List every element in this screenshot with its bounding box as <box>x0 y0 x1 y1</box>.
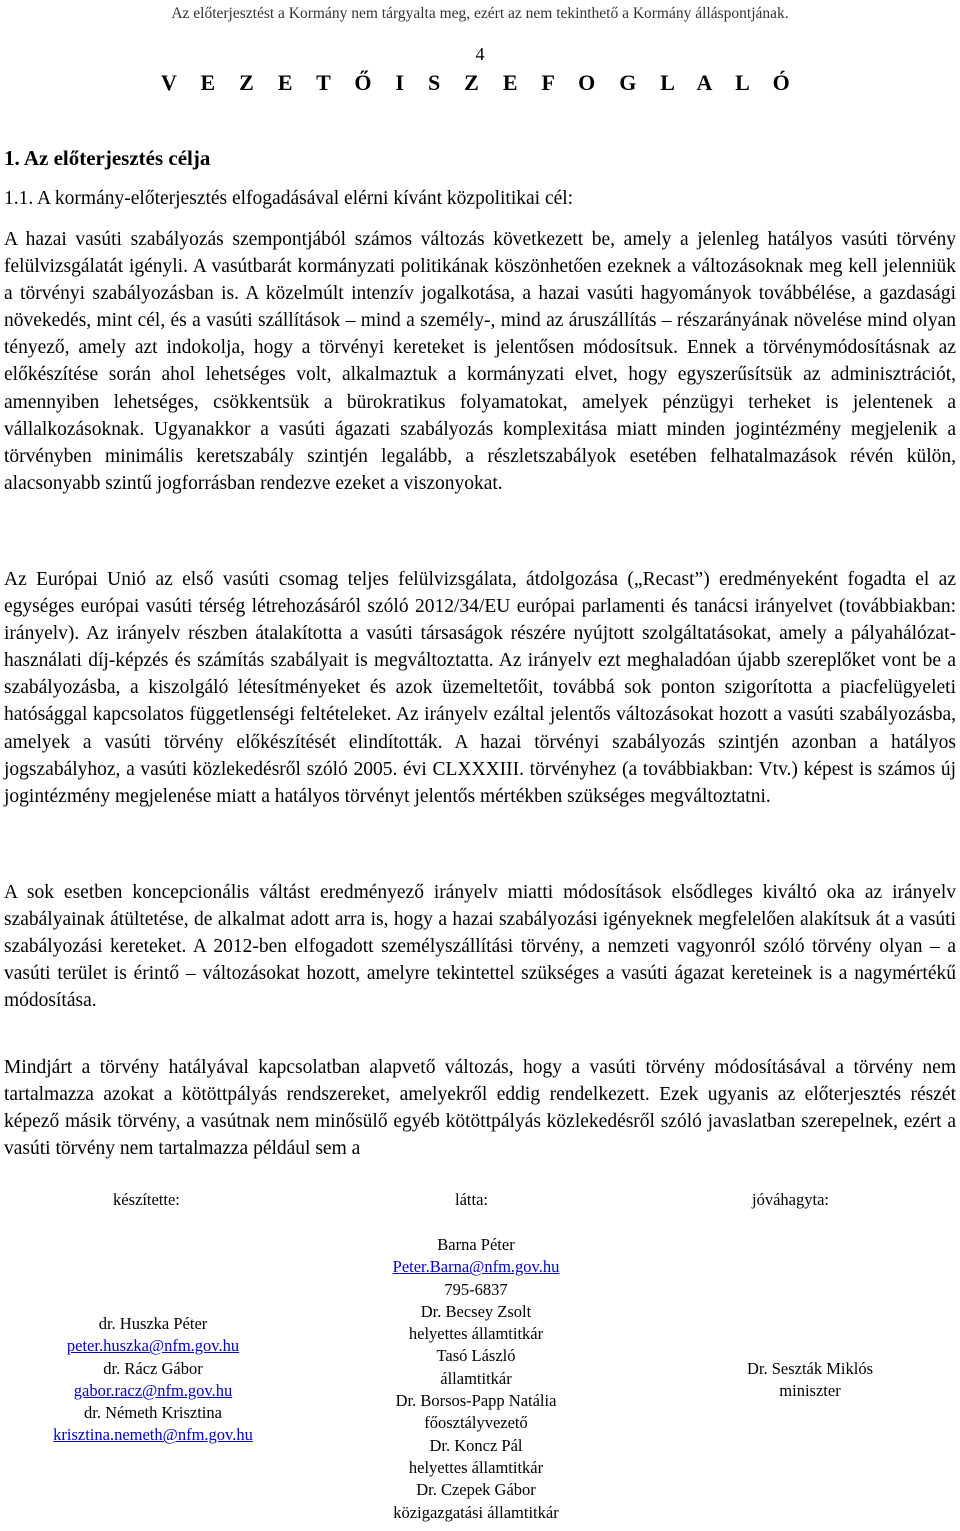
seen-label: látta: <box>455 1190 488 1209</box>
header-note: Az előterjesztést a Kormány nem tárgyalta meg, ezért az nem tekinthető a Kormány álláspontjának. <box>171 5 789 22</box>
document-title: V E Z E T Ő I S Z E F O G L A L Ó <box>161 70 799 95</box>
body-paragraph: Mindjárt a törvény hatályával kapcsolatban alapvető változás, hogy a vasúti törvény módosításával a törvény nem tartalmazza azokat a kötöttpályás rendszereket, amelyekről eddig rendelkezett. Ezek ugyanis az előterjesztés részét képező másik törvény, a vasútnak nem minősülő egyéb kötöttpályás közlekedésről szóló javaslatban szerepelnek, ezért a vasúti törvény nem tartalmazza például sem a <box>4 1057 956 1160</box>
approved-by-block <box>680 1358 940 1403</box>
email-link[interactable]: gabor.racz@nfm.gov.hu <box>73 1380 233 1400</box>
email-link[interactable]: krisztina.nemeth@nfm.gov.hu <box>53 1425 253 1445</box>
email-link[interactable]: Peter.Barna@nfm.gov.hu <box>392 1257 560 1277</box>
signature-line: helyettes államtitkár <box>408 1457 544 1477</box>
signature-line: Dr. Czepek Gábor <box>416 1480 536 1500</box>
approved-label: jóváhagyta: <box>752 1190 829 1209</box>
seen-by-block <box>336 1234 616 1524</box>
signature-line: államtitkár <box>440 1368 512 1388</box>
signature-line: dr. Huszka Péter <box>98 1314 208 1333</box>
signature-line: helyettes államtitkár <box>408 1324 544 1344</box>
signature-line: Tasó László <box>436 1346 516 1366</box>
signature-line: Dr. Koncz Pál <box>429 1435 523 1455</box>
signature-line: közigazgatási államtitkár <box>393 1502 559 1522</box>
signature-line: Barna Péter <box>437 1235 515 1254</box>
section-heading: 1. Az előterjesztés célja <box>4 146 211 170</box>
signature-line: Dr. Seszták Miklós <box>746 1359 874 1378</box>
prepared-label: készítette: <box>113 1190 180 1209</box>
signature-line: 795-6837 <box>444 1279 508 1299</box>
prepared-by-block <box>20 1313 286 1447</box>
signature-line: dr. Rácz Gábor <box>103 1358 203 1378</box>
signature-line: dr. Németh Krisztina <box>84 1403 222 1423</box>
signature-line: főosztályvezető <box>424 1413 528 1433</box>
body-paragraph: A sok esetben koncepcionális váltást eredményező irányelv miatti módosítások elsődleges kiváltó oka az irányelv szabályainak átültetése, de alkalmat adott arra is, hogy a hazai szabályozási igényeknek megfelelően alakítsuk át a vasúti szabályozási kereteket. A 2012-ben elfogadott személyszállítási törvény, a nemzeti vagyonról szóló törvény olyan – a vasúti terület is érintő – változásokat hozott, amelyre tekintettel szükséges a vasúti ágazat kereteinek is a nagymértékű módosítása. <box>4 882 956 1012</box>
body-paragraph: A hazai vasúti szabályozás szempontjából számos változás következett be, amely a jelenleg hatályos vasúti törvény felülvizsgálatát igényli. A vasútbarát kormányzati politikának köszönhetően ezeknek a változásoknak meg kell jelenniük a törvényi szabályozásban is. A közelmúlt intenzív jogalkotása, a hazai vasúti hagyományok továbbélése, a gazdasági növekedés, mint cél, és a vasúti szállítások – mind a személy-, mind az áruszállítás – részarányának növelése mind olyan tényező, amely azt indokolja, hogy a törvényi kereteket is jelentősen módosítsuk. Ennek a törvénymódosításnak az előkészítése során ahol lehetséges volt, alkalmaztuk a kormányzati elvet, hogy egyszerűsítsük az adminisztrációt, amennyiben lehetséges, csökkentsük a bürokratikus folyamatokat, amelyek pénzügyi terheket is jelentenek a vállalkozásoknak. Ugyanakkor a vasúti ágazati szabályozás komplexitása miatt minden jogintézmény megjelenik a törvényben minimális keretszabály szintjén legalább, a részletszabályok esetében felhatalmazások révén külön, alacsonyabb szintű jogforrásban rendezve ezeket a viszonyokat. <box>4 229 956 494</box>
body-paragraph: Az Európai Unió az első vasúti csomag teljes felülvizsgálata, átdolgozása („Recast”) eredményeként fogadta el az egységes európai vasúti térség létrehozásáról szóló 2012/34/EU európai parlamenti és tanácsi irányelvet (továbbiakban: irányelv). Az irányelv részben átalakította a vasúti társaságok részére nyújtott szolgáltatásokat, amely a pályahálózat-használati díj-képzés és számítás szabályait is megváltoztatta. Az irányelv ezt meghaladóan újabb szereplőket vont be a szabályozásba, a kiszolgáló létesítményeket és azok üzemeltetőit, továbbá sok ponton szigorította a piacfelügyeleti hatósággal kapcsolatos függetlenségi feltételeket. Az irányelv ezáltal jelentős változásokat hozott a vasúti szabályozásba, amelyek a vasúti törvény előkészítését elindították. A hazai törvényi szabályozás szintjén azonban a hatályos jogszabályhoz, a vasúti közlekedésről szóló 2005. évi CLXXXIII. törvényhez (a továbbiakban: Vtv.) képest is számos új jogintézmény megjelenése miatt a hatályos törvényt jelentős mértékben szükséges megváltoztatni. <box>4 569 956 807</box>
subsection-heading: 1.1. A kormány-előterjesztés elfogadásával elérni kívánt közpolitikai cél: <box>4 188 574 209</box>
email-link[interactable]: peter.huszka@nfm.gov.hu <box>66 1336 240 1356</box>
page-number: 4 <box>475 44 485 64</box>
signature-line: miniszter <box>779 1381 841 1401</box>
signature-line: Dr. Becsey Zsolt <box>420 1301 532 1321</box>
signature-line: Dr. Borsos-Papp Natália <box>395 1391 557 1411</box>
